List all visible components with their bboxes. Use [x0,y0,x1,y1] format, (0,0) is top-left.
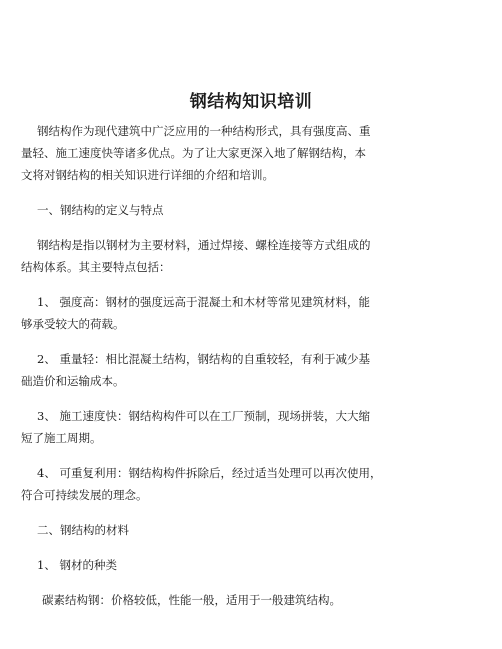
list-item-line: 短了施工周期。 [21,431,102,445]
list-item-line: 3、 施工速度快：钢结构构件可以在工厂预制，现场拼装，大大缩 [37,409,370,423]
paragraph-line: 文将对钢结构的相关知识进行详细的介绍和培训。 [21,168,274,182]
section-heading: 二、钢结构的材料 [37,523,129,537]
subsection-heading: 1、 钢材的种类 [37,558,117,572]
list-item-line: 1、 强度高：钢材的强度远高于混凝土和木材等常见建筑材料，能 [37,295,370,309]
paragraph-line: 钢结构作为现代建筑中广泛应用的一种结构形式，具有强度高、重 [37,124,371,138]
section-heading: 一、钢结构的定义与特点 [37,203,164,217]
paragraph-line: 结构体系。其主要特点包括： [21,260,171,274]
list-item-line: 础造价和运输成本。 [21,374,125,388]
list-item-line: 符合可持续发展的理念。 [21,488,148,502]
document-title: 钢结构知识培训 [189,92,313,112]
list-item-line: 2、 重量轻：相比混凝土结构，钢结构的自重较轻，有利于减少基 [37,352,370,366]
paragraph-line: 碳素结构钢：价格较低，性能一般，适用于一般建筑结构。 [42,593,341,607]
list-item-line: 4、 可重复利用：钢结构构件拆除后，经过适当处理可以再次使用， [37,466,382,480]
paragraph-line: 量轻、施工速度快等诸多优点。为了让大家更深入地了解钢结构，本 [21,146,366,160]
list-item-line: 够承受较大的荷载。 [21,317,125,331]
paragraph-line: 钢结构是指以钢材为主要材料，通过焊接、螺栓连接等方式组成的 [37,238,371,252]
